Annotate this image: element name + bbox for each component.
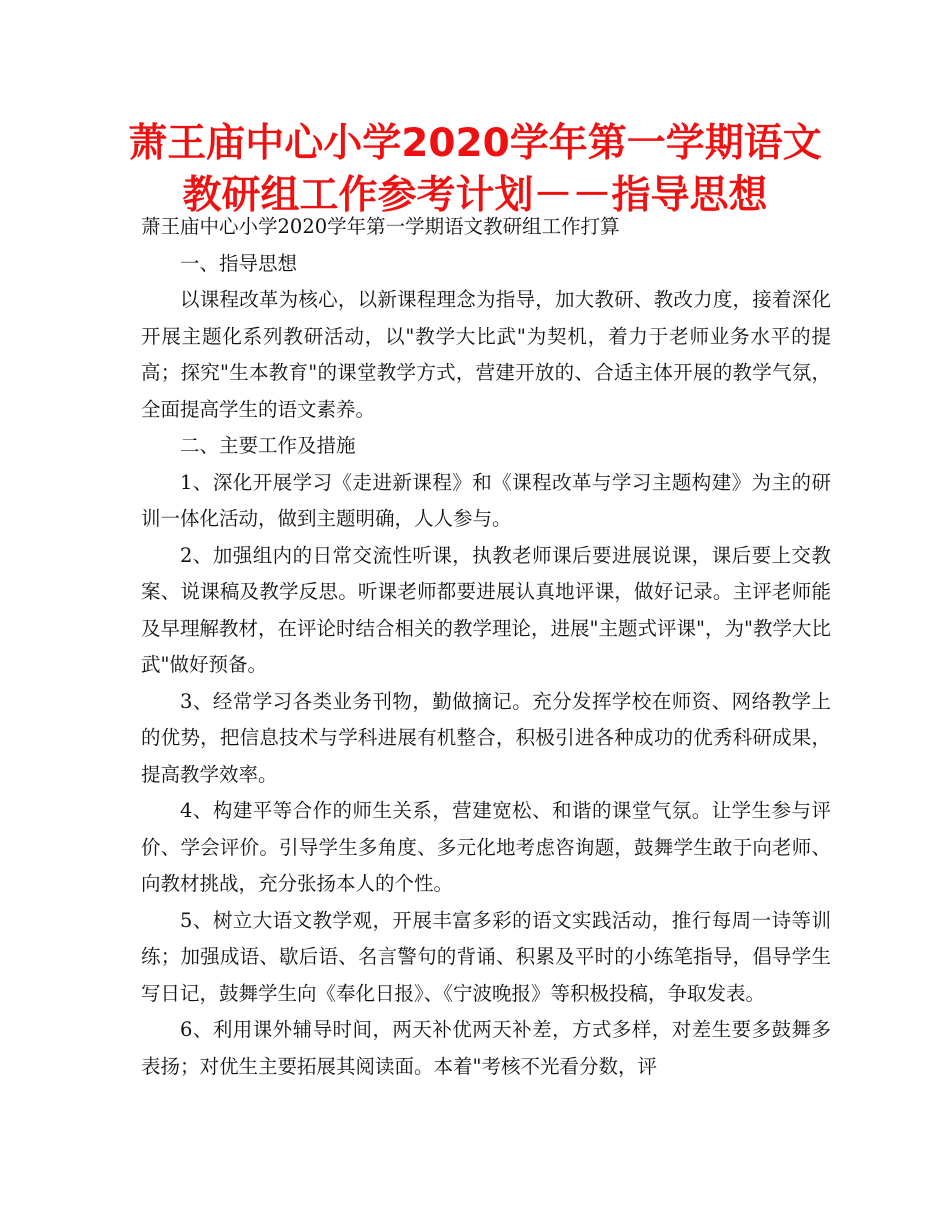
section-heading-guiding-thought: 一、指导思想 <box>180 251 298 275</box>
paragraph: 3、经常学习各类业务刊物，勤做摘记。充分发挥学校在师资、网络教学上的优势，把信息技术与学科进展有机整合，积极引进各种成功的优秀科研成果，提高教学效率。 <box>141 689 831 786</box>
paragraph: 2、加强组内的日常交流性听课，执教老师课后要进展说课，课后要上交教案、说课稿及教学反思。听课老师都要进展认真地评课，做好记录。主评老师能及早理解教材，在评论时结合相关的教学理论，进展"主题式评课"，为"教学大比武"做好预备。 <box>141 543 831 676</box>
subtitle-line: 萧王庙中心小学2020学年第一学期语文教研组工作打算 <box>141 215 620 238</box>
paragraph: 5、树立大语文教学观，开展丰富多彩的语文实践活动，推行每周一诗等训练；加强成语、歇后语、名言警句的背诵、积累及平时的小练笔指导，倡导学生写日记，鼓舞学生向《奉化日报》、《宁波晚报》等积极投稿，争取发表。 <box>141 908 831 1005</box>
section-heading-main-work: 二、主要工作及措施 <box>180 434 356 457</box>
document-body <box>141 209 831 1085</box>
paragraph: 4、构建平等合作的师生关系，营建宽松、和谐的课堂气氛。让学生参与评价、学会评价。引导学生多角度、多元化地考虑咨询题，鼓舞学生敢于向老师、向教材挑战，充分张扬本人的个性。 <box>141 799 831 895</box>
document-title: 萧王庙中心小学2020学年第一学期语文教研组工作参考计划－－指导思想 <box>128 121 822 218</box>
paragraph: 以课程改革为核心，以新课程理念为指导，加大教研、教改力度，接着深化开展主题化系列教研活动，以"教学大比武"为契机，着力于老师业务水平的提高；探究"生本教育"的课堂教学方式，营建开放的、合适主体开展的教学气氛，全面提高学生的语文素养。 <box>141 288 831 421</box>
paragraph: 6、利用课外辅导时间，两天补优两天补差，方式多样，对差生要多鼓舞多表扬；对优生主要拓展其阅读面。本着"考核不光看分数，评 <box>141 1018 831 1078</box>
paragraph: 1、深化开展学习《走进新课程》和《课程改革与学习主题构建》为主的研训一体化活动，做到主题明确，人人参与。 <box>141 470 831 530</box>
